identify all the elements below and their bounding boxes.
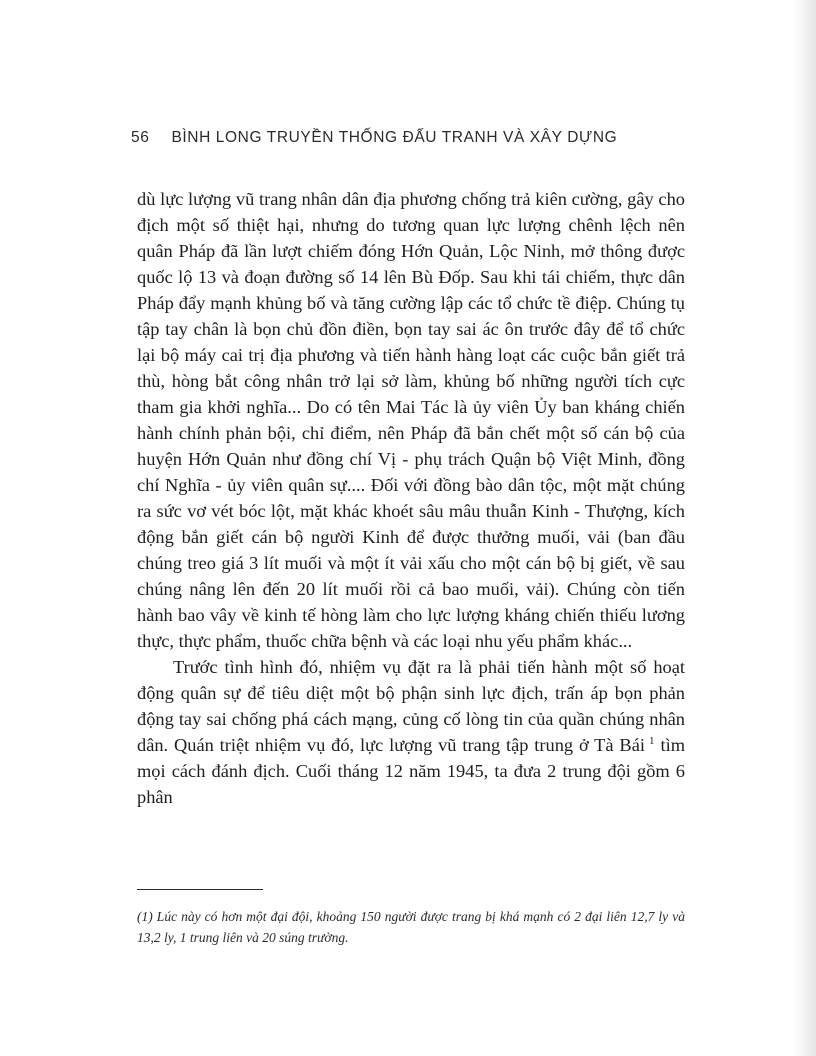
running-header bbox=[131, 129, 691, 147]
paragraph-2-text-after-note: tìm mọi cách đánh địch. Cuối tháng 12 năm 1945, ta đưa 2 trung đội gồm 6 phân bbox=[137, 735, 685, 807]
paragraph-continued: dù lực lượng vũ trang nhân dân địa phương chống trả kiên cường, gây cho địch một số thiệt hại, nhưng do tương quan lực lượng chênh lệch nên quân Pháp đã lần lượt chiếm đóng Hớn Quản, Lộc Ninh, mở thông được quốc lộ 13 và đoạn đường số 14 lên Bù Đốp. Sau khi tái chiếm, thực dân Pháp đẩy mạnh khủng bố và tăng cường lập các tổ chức tề điệp. Chúng tụ tập tay chân là bọn chủ đồn điền, bọn tay sai ác ôn trước đây để tổ chức lại bộ máy cai trị địa phương và tiến hành hàng loạt các cuộc bắn giết trả thù, hòng bắt công nhân trở lại sở làm, khủng bố những người tích cực tham gia khởi nghĩa... Do có tên Mai Tác là ủy viên Ủy ban kháng chiến hành chính phản bội, chỉ điểm, nên Pháp đã bắn chết một số cán bộ của huyện Hớn Quản như đồng chí Vị - phụ trách Quận bộ Việt Minh, đồng chí Nghĩa - ủy viên quân sự.... Đối với đồng bào dân tộc, một mặt chúng ra sức vơ vét bóc lột, mặt khác khoét sâu mâu thuẫn Kinh - Thượng, kích động bắn giết cán bộ người Kinh để được thưởng muối, vải (ban đầu chúng treo giá 3 lít muối và một ít vải xấu cho một cán bộ bị giết, về sau chúng nâng lên đến 20 lít muối rồi cả bao muối, vải). Chúng còn tiến hành bao vây về kinh tế hòng làm cho lực lượng kháng chiến thiếu lương thực, thực phẩm, thuốc chữa bệnh và các loại nhu yếu phẩm khác... bbox=[137, 189, 685, 651]
paragraph-2-text-before-note: Trước tình hình đó, nhiệm vụ đặt ra là phải tiến hành một số hoạt động quân sự để tiêu diệt một bộ phận sinh lực địch, trấn áp bọn phản động tay sai chống phá cách mạng, củng cố lòng tin của quần chúng nhân dân. Quán triệt nhiệm vụ đó, lực lượng vũ trang tập trung ở Tà Bái bbox=[137, 657, 685, 755]
body-text bbox=[137, 186, 685, 810]
page-edge-shadow bbox=[794, 0, 816, 1056]
paragraph-2 bbox=[137, 654, 685, 810]
footnote: (1) Lúc này có hơn một đại đội, khoảng 150 người được trang bị khá mạnh có 2 đại liên 12,7 ly và 13,2 ly, 1 trung liên và 20 súng trường. bbox=[137, 909, 685, 945]
footnote-separator bbox=[137, 889, 263, 890]
page-number: 56 bbox=[131, 129, 150, 146]
running-title: BÌNH LONG TRUYỀN THỐNG ĐẤU TRANH VÀ XÂY DỰNG bbox=[171, 129, 618, 146]
footnote-reference-marker: 1 bbox=[648, 735, 655, 747]
